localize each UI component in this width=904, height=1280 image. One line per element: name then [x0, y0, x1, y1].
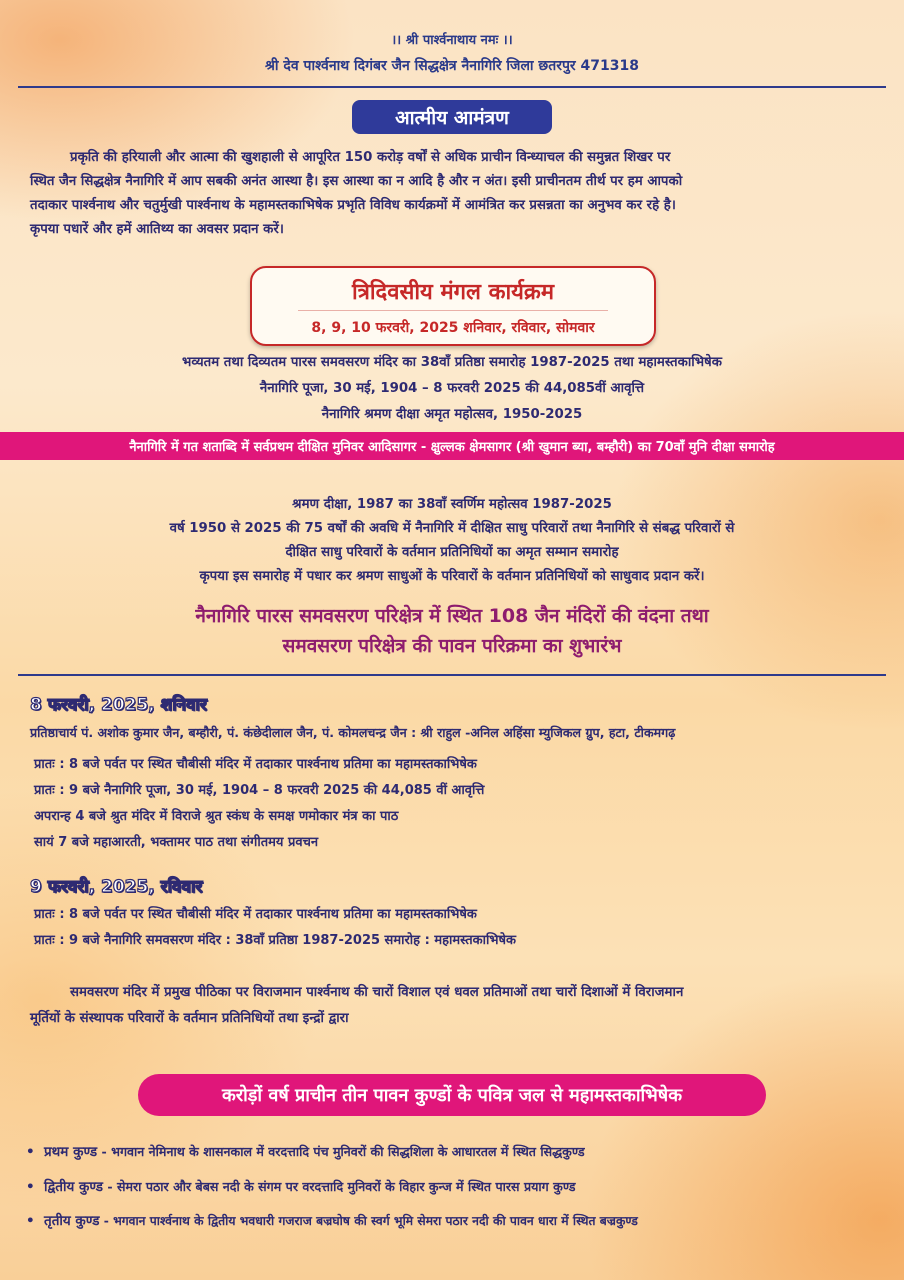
invitation-badge: आत्मीय आमंत्रण [352, 100, 552, 134]
invitation-line: कृपया पधारें और हमें आतिथ्य का अवसर प्रदान करें। [30, 222, 284, 237]
bullet-icon: • [26, 1179, 35, 1195]
kund-item [26, 1177, 576, 1195]
programme-line: नैनागिरि श्रमण दीक्षा अमृत महोत्सव, 1950-2025 [321, 407, 583, 422]
invitation-line: प्रकृति की हरियाली और आत्मा की खुशहाली से आपूरित 150 करोड़ वर्षों से अधिक प्राचीन विन्ध्याचल की समुन्नत शिखर पर [70, 150, 671, 165]
invitation-line: स्थित जैन सिद्धक्षेत्र नैनागिरि में आप सबकी अनंत आस्था है। इस आस्था का न आदि है और न अंत। इसी प्राचीनतम तीर्थ पर हम आपको [30, 174, 683, 189]
invitation-paragraph [30, 146, 878, 242]
kund-text: - भगवान नेमिनाथ के शासनकाल में वरदत्तादि पंच मुनिवरों की सिद्धशिला के आधारतल में स्थित सिद्धकुण्ड [97, 1144, 585, 1159]
bullet-icon: • [26, 1144, 35, 1160]
programme-title: त्रिदिवसीय मंगल कार्यक्रम [352, 280, 554, 305]
kund-name: प्रथम कुण्ड [44, 1144, 98, 1160]
divider [18, 86, 886, 88]
day1-item: अपरान्ह 4 बजे श्रुत मंदिर में विराजे श्रुत स्कंध के समक्ष णमोकार मंत्र का पाठ [34, 809, 399, 824]
samavsaran-line: मूर्तियों के संस्थापक परिवारों के वर्तमान प्रतिनिधियों तथा इन्द्रों द्वारा [30, 1011, 349, 1026]
divider [18, 674, 886, 676]
temple-address: श्री देव पार्श्वनाथ दिगंबर जैन सिद्धक्षेत्र नैनागिरि जिला छतरपुर 471318 [265, 58, 639, 74]
kund-name: द्वितीय कुण्ड [44, 1179, 103, 1195]
programme-box [250, 266, 656, 346]
day1-item: प्रातः : 9 बजे नैनागिरि पूजा, 30 मई, 1904 – 8 फरवरी 2025 की 44,085 वीं आवृत्ति [34, 783, 485, 798]
day2-item: प्रातः : 8 बजे पर्वत पर स्थित चौबीसी मंदिर में तदाकार पार्श्वनाथ प्रतिमा का महामस्तकाभिषेक [34, 907, 477, 922]
shraman-line: श्रमण दीक्षा, 1987 का 38वाँ स्वर्णिम महोत्सव 1987-2025 [292, 497, 612, 512]
day1-item: प्रतिष्ठाचार्य पं. अशोक कुमार जैन, बम्हौरी, पं. कंछेदीलाल जैन, पं. कोमलचन्द्र जैन : श्री राहुल -अनिल अहिंसा म्युजिकल ग्रुप, हटा, टीकमगढ़ [30, 725, 676, 740]
mantra-line: ।। श्री पार्श्वनाथाय नमः ।। [391, 33, 513, 48]
kund-text: - भगवान पार्श्वनाथ के द्वितीय भवधारी गजराज बज्रघोष की स्वर्ग भूमि सेमरा पठार नदी की पावन धारा में स्थित बज्रकुण्ड [99, 1214, 638, 1228]
kund-text: - सेमरा पठार और बेबस नदी के संगम पर वरदत्तादि मुनिवरों के विहार कुन्ज में स्थित पारस प्रयाग कुण्ड [102, 1179, 576, 1194]
shraman-line: दीक्षित साधु परिवारों के वर्तमान प्रतिनिधियों का अमृत सम्मान समारोह [285, 545, 619, 560]
day1-item: प्रातः : 8 बजे पर्वत पर स्थित चौबीसी मंदिर में तदाकार पार्श्वनाथ प्रतिमा का महामस्तकाभिषेक [34, 757, 477, 772]
day1-heading: 8 फरवरी, 2025, शनिवार [30, 695, 207, 715]
programme-line: भव्यतम तथा दिव्यतम पारस समवसरण मंदिर का 38वाँ प्रतिष्ठा समारोह 1987-2025 तथा महामस्तकाभिषेक [182, 355, 722, 370]
day2-heading: 9 फरवरी, 2025, रविवार [30, 877, 203, 897]
samavsaran-line: समवसरण मंदिर में प्रमुख पीठिका पर विराजमान पार्श्वनाथ की चारों विशाल एवं धवल प्रतिमाओं तथा चारों दिशाओं में विराजमान [70, 985, 684, 1000]
vandana-heading: समवसरण परिक्षेत्र की पावन परिक्रमा का शुभारंभ [282, 635, 622, 657]
samavsaran-paragraph [30, 980, 878, 1032]
bullet-icon: • [26, 1213, 35, 1229]
vandana-heading: नैनागिरि पारस समवसरण परिक्षेत्र में स्थित 108 जैन मंदिरों की वंदना तथा [195, 605, 709, 627]
kund-item [26, 1142, 585, 1160]
kund-name: तृतीय कुण्ड [44, 1213, 100, 1229]
day1-item: सायं 7 बजे महाआरती, भक्तामर पाठ तथा संगीतमय प्रवचन [34, 835, 319, 850]
shraman-line: कृपया इस समारोह में पधार कर श्रमण साधुओं के परिवारों के वर्तमान प्रतिनिधियों को साधुवाद प्रदान करें। [199, 569, 705, 584]
shraman-line: वर्ष 1950 से 2025 की 75 वर्षों की अवधि में नैनागिरि में दीक्षित साधु परिवारों तथा नैनागिरि से संबद्ध परिवारों से [169, 521, 735, 536]
programme-dates: 8, 9, 10 फरवरी, 2025 शनिवार, रविवार, सोमवार [311, 320, 595, 336]
kund-item [26, 1211, 638, 1229]
programme-separator [298, 310, 608, 311]
kund-banner: करोड़ों वर्ष प्राचीन तीन पावन कुण्डों के पवित्र जल से महामस्तकाभिषेक [138, 1074, 766, 1116]
programme-line: नैनागिरि पूजा, 30 मई, 1904 – 8 फरवरी 2025 की 44,085वीं आवृत्ति [259, 381, 645, 396]
diksha-band: नैनागिरि में गत शताब्दि में सर्वप्रथम दीक्षित मुनिवर आदिसागर - क्षुल्लक क्षेमसागर (श्री खुमान ब्या, बम्हौरी) का 70वाँ मुनि दीक्षा समारोह [0, 432, 904, 460]
invitation-line: तदाकार पार्श्वनाथ और चतुर्मुखी पार्श्वनाथ के महामस्तकाभिषेक प्रभृति विविध कार्यक्रमों में आमंत्रित कर प्रसन्नता का अनुभव कर रहे है। [30, 198, 676, 213]
day2-item: प्रातः : 9 बजे नैनागिरि समवसरण मंदिर : 38वाँ प्रतिष्ठा 1987-2025 समारोह : महामस्तकाभिषेक [34, 933, 516, 948]
